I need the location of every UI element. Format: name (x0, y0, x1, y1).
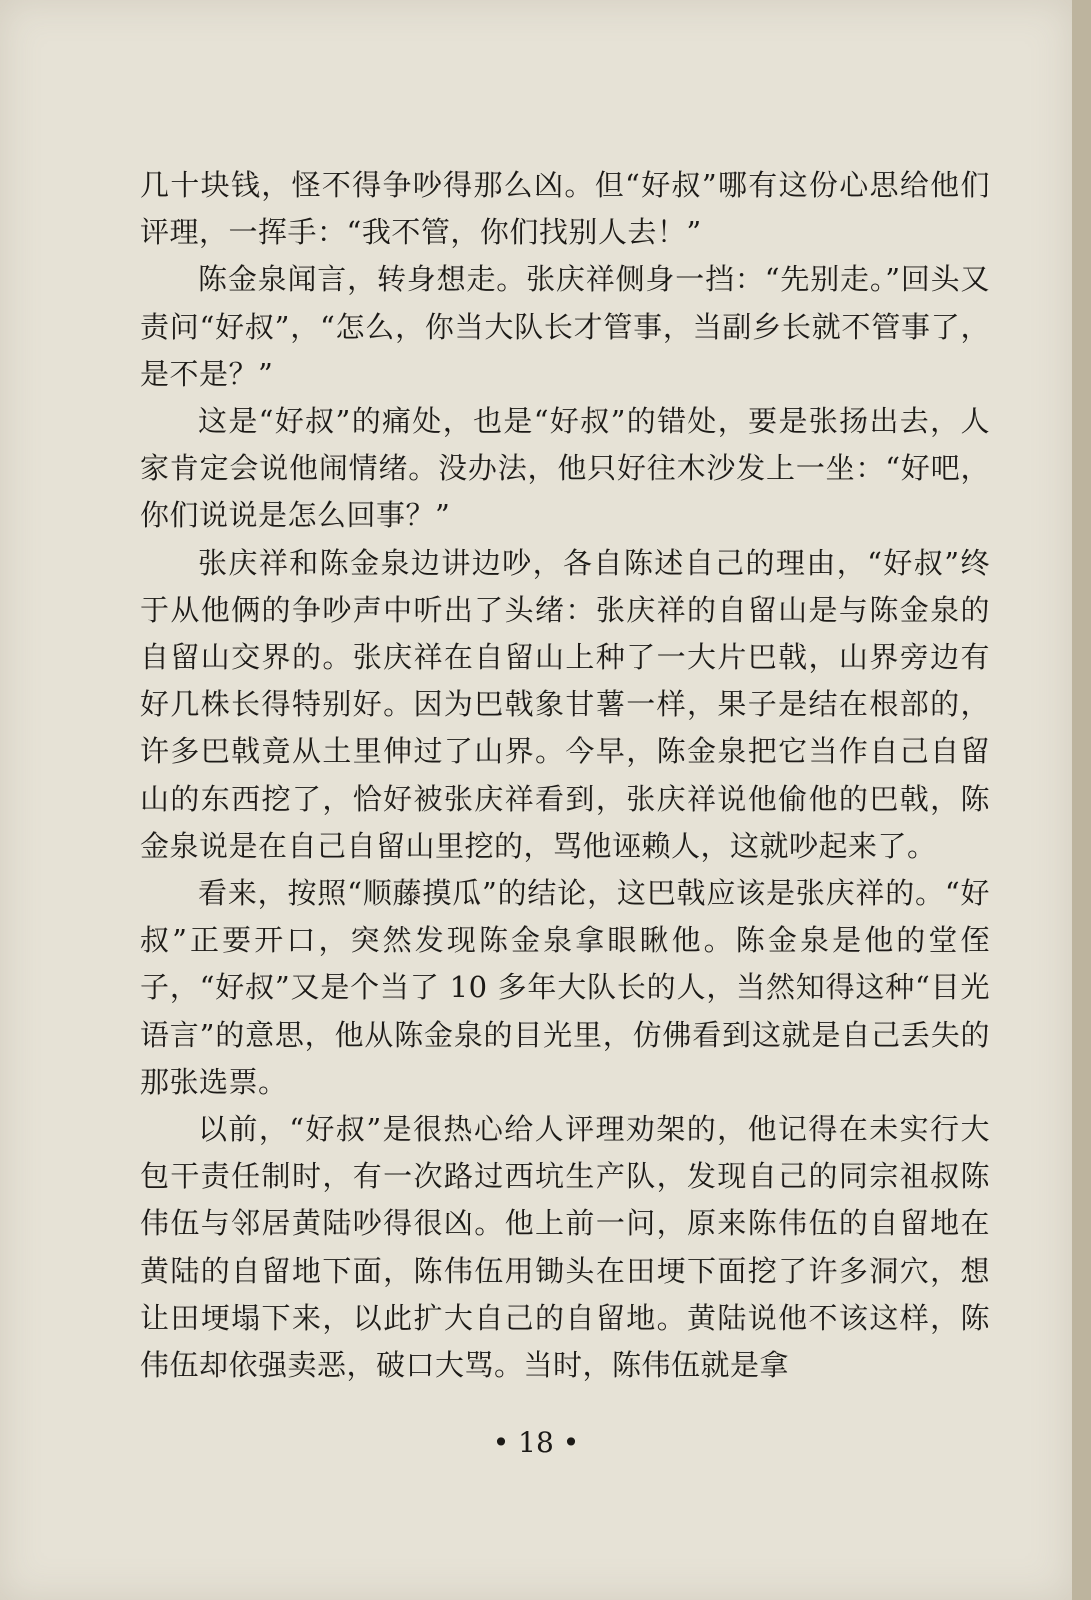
paragraph-6: 以前，“好叔”是很热心给人评理劝架的，他记得在未实行大包干责任制时，有一次路过西坑生产队，发现自己的同宗祖叔陈伟伍与邻居黄陆吵得很凶。他上前一问，原来陈伟伍的自留地在黄陆的自留地下面，陈伟伍用锄头在田埂下面挖了许多洞穴，想让田埂塌下来，以此扩大自己的自留地。黄陆说他不该这样，陈伟伍却依强卖恶，破口大骂。当时，陈伟伍就是拿 (140, 1112, 990, 1383)
page-number: • 18 • (492, 1426, 580, 1459)
paragraph-3: 这是“好叔”的痛处，也是“好叔”的错处，要是张扬出去，人家肯定会说他闹情绪。没办法，他只好往木沙发上一坐：“好吧，你们说说是怎么回事？” (140, 404, 990, 533)
paragraph-2: 陈金泉闻言，转身想走。张庆祥侧身一挡：“先别走。”回头又责问“好叔”，“怎么，你当大队长才管事，当副乡长就不管事了，是不是？” (140, 262, 990, 391)
paragraph-5: 看来，按照“顺藤摸瓜”的结论，这巴戟应该是张庆祥的。“好叔”正要开口，突然发现陈金泉拿眼瞅他。陈金泉是他的堂侄子，“好叔”又是个当了 10 多年大队长的人，当然知得这种“目光语言”的意思，他从陈金泉的目光里，仿佛看到这就是自己丢失的那张选票。 (140, 876, 990, 1099)
paragraph-4: 张庆祥和陈金泉边讲边吵，各自陈述自己的理由，“好叔”终于从他俩的争吵声中听出了头绪：张庆祥的自留山是与陈金泉的自留山交界的。张庆祥在自留山上种了一大片巴戟，山界旁边有好几株长得特别好。因为巴戟象甘薯一样，果子是结在根部的，许多巴戟竟从土里伸过了山界。今早，陈金泉把它当作自己自留山的东西挖了，恰好被张庆祥看到，张庆祥说他偷他的巴戟，陈金泉说是在自己自留山里挖的，骂他诬赖人，这就吵起来了。 (140, 545, 990, 863)
paragraph-1: 几十块钱，怪不得争吵得那么凶。但“好叔”哪有这份心思给他们评理，一挥手：“我不管，你们找别人去！” (140, 168, 990, 250)
body-text (140, 162, 990, 1389)
page-edge (1072, 0, 1091, 1600)
